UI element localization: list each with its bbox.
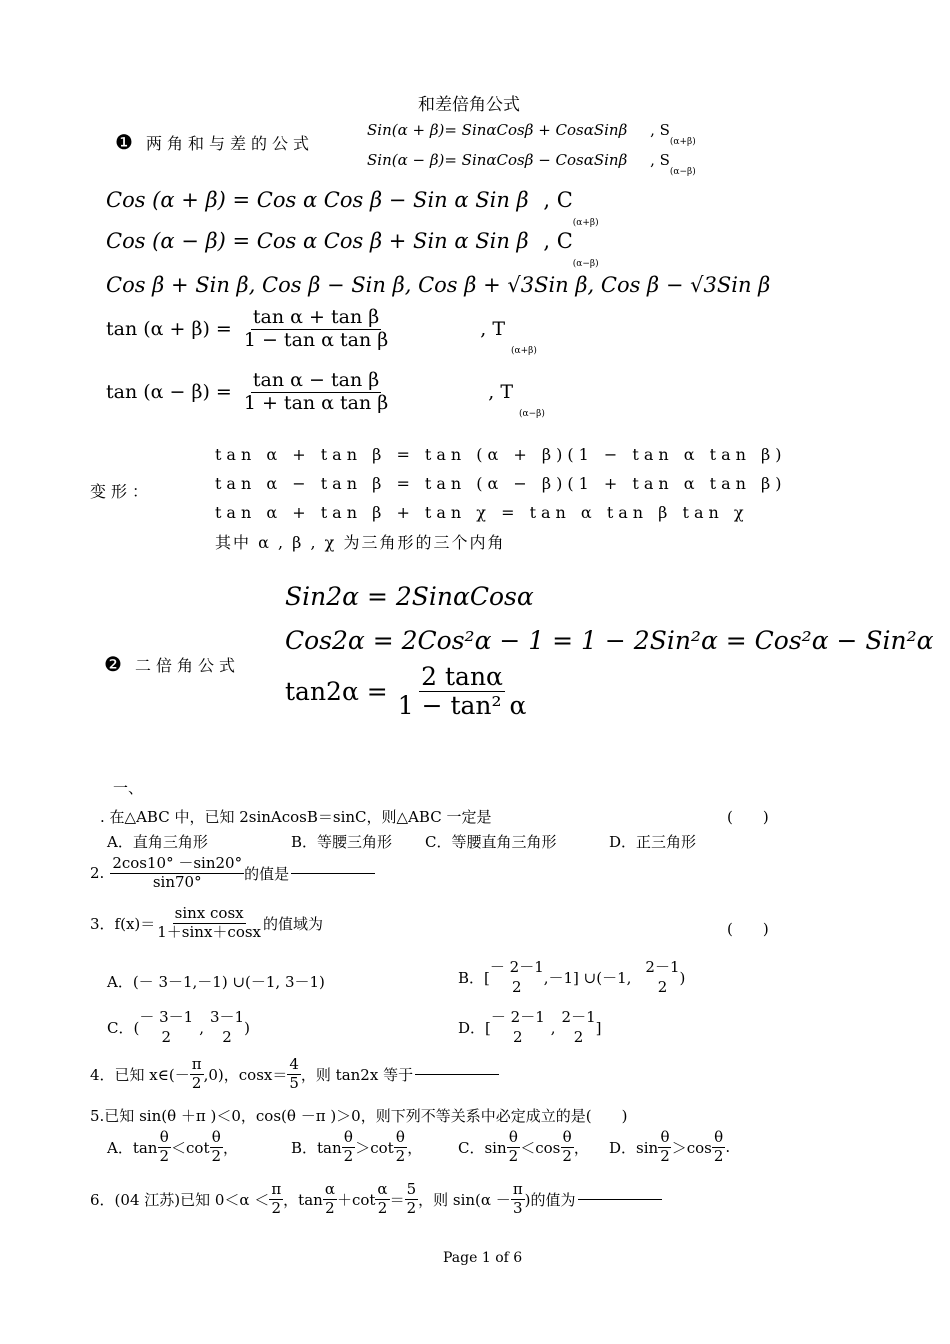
q5-option-d: D．sin $\frac{\theta}{2}$ ＞cos $\frac{\theta}{2}$ . xyxy=(609,1128,731,1165)
q1-option-b: B．等腰三角形 xyxy=(291,833,393,851)
bullet-2-icon: ❷ xyxy=(104,652,122,676)
formula-cos-minus: Cos (α − β) = Cos α Cos β + Sin α Sin β , $C_{(\alpha-\beta)}$ xyxy=(106,229,599,269)
q3-option-a: A．(－ 3－1,－1) ∪(－1, 3－1) xyxy=(107,973,325,991)
variant-label: 变形： xyxy=(90,482,154,501)
q3-answer-paren: ( ) xyxy=(727,920,769,938)
q6-answer-blank[interactable] xyxy=(578,1198,662,1200)
bullet-1-icon: ❶ xyxy=(115,130,133,154)
variant-3: tan α + tan β + tan χ = tan α tan β tan χ xyxy=(215,503,749,522)
formula-tan-plus: tan (α + β) = $\frac{\text{tan α + tan β}}{\text{1 − tan α tan β}}$ , T (α+β) xyxy=(106,306,537,357)
q6: 6．(04 江苏)已知 0＜α ＜ $\frac{\pi}{2}$ ，tan $\frac{\alpha}{2}$ ＋cot $\frac{\alpha}{2}$ ＝ $\frac{5}{2}$ ，则 sin(α － $\frac{\pi}{3}$ )的值为 xyxy=(90,1182,662,1217)
formula-combinations: Cos β + Sin β, Cos β − Sin β, Cos β + √3Sin β, Cos β − √3Sin β xyxy=(106,273,771,297)
variant-2: tan α − tan β = tan (α − β)(1 + tan α tan β) xyxy=(215,474,787,493)
q3: 3．f(x)＝ $\frac{\text{sinx cosx}}{1+\sin x+\cos x}$ 的值域为 xyxy=(90,904,324,941)
q5-option-b: B．tan $\frac{\theta}{2}$ ＞cot $\frac{\theta}{2}$ ， xyxy=(291,1128,423,1165)
q1-text: . 在△ABC 中，已知 2sinAcosB＝sinC，则△ABC 一定是 xyxy=(100,808,492,826)
exercises-heading: 一、 xyxy=(113,779,144,797)
variant-1: tan α + tan β = tan (α + β)(1 − tan α tan β) xyxy=(215,445,787,464)
variant-note: 其中 α , β , χ 为三角形的三个内角 xyxy=(215,533,506,552)
q3-option-b: B．[ － 2－1 2 ,－1] ∪(－1, 2－1 2 ) xyxy=(458,958,686,996)
formula-sin-minus: Sin(α − β)= SinαCosβ − CosαSinβ , $S_{(\alpha-\beta)}$ xyxy=(367,151,696,177)
page-title: 和差倍角公式 xyxy=(418,95,520,115)
formula-cos-plus: Cos (α + β) = Cos α Cos β − Sin α Sin β , $C_{(\alpha+\beta)}$ xyxy=(106,188,599,228)
formula-tan-minus: tan (α − β) = $\frac{\text{tan α − tan β}}{\text{1 + tan α tan β}}$ , T (α−β) xyxy=(106,369,545,420)
q4: 4．已知 x∈(－ $\frac{\pi}{2}$ ,0)，cosx＝ $\frac{4}{5}$ ，则 tan2x 等于 xyxy=(90,1057,499,1092)
q3-option-d: D．[ － 2－1 2 , 2－1 2 ] xyxy=(458,1008,602,1046)
formula-sin2: Sin2α = 2SinαCosα xyxy=(285,582,534,611)
formula-tan2: tan2α = $\frac{2 \tan\alpha}{\text{1 − tan² α}}$ xyxy=(285,662,527,721)
section2-heading xyxy=(104,652,240,676)
q5-text: 5.已知 sin(θ ＋π )＜0，cos(θ －π )＞0，则下列不等关系中必定成立的是( ) xyxy=(90,1107,628,1125)
q1-option-c: C．等腰直角三角形 xyxy=(425,833,557,851)
formula-sin-plus: Sin(α + β)= SinαCosβ + CosαSinβ , $S_{(\alpha+\beta)}$ xyxy=(367,121,696,147)
q5-option-a: A．tan $\frac{\theta}{2}$ ＜cot $\frac{\theta}{2}$ ， xyxy=(107,1128,239,1165)
q5-option-c: C．sin $\frac{\theta}{2}$ ＜cos $\frac{\theta}{2}$ ， xyxy=(458,1128,589,1165)
q1-option-d: D．正三角形 xyxy=(609,833,697,851)
section2-heading-text: 二倍角公式 xyxy=(135,656,241,675)
q2-answer-blank[interactable] xyxy=(291,872,375,874)
section1-heading-text: 两角和与差的公式 xyxy=(146,134,315,153)
page-footer: Page 1 of 6 xyxy=(443,1250,523,1266)
section1-heading xyxy=(115,130,314,154)
formula-cos2: Cos2α = 2Cos²α − 1 = 1 − 2Sin²α = Cos²α − Sin²α xyxy=(285,626,934,655)
q4-answer-blank[interactable] xyxy=(415,1073,499,1075)
q1-answer-paren: ( ) xyxy=(727,808,769,826)
q2: 2. $\frac{2\cos 10^\circ -\sin 20^\circ}{\sin 70^\circ}$ 的值是 xyxy=(90,856,375,891)
q3-option-c: C．( － 3－1 2 , 3－1 2 ) xyxy=(107,1008,250,1046)
q1-option-a: A．直角三角形 xyxy=(107,833,208,851)
